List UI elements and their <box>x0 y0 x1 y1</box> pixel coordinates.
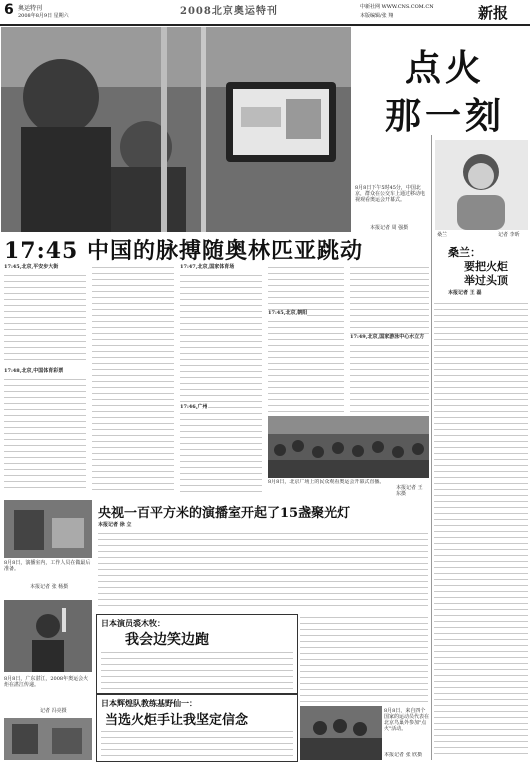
subhead-6: 17:46,广州 <box>180 404 208 410</box>
torch-photo-caption: 8月8日，广东湛江，2008年奥运会火炬在湛江传递。 <box>4 676 89 688</box>
hero-caption: 8月8日下午5时45分，中国北京，群众在公交车上通过移动电视观看奥运会开幕式。 <box>355 185 426 203</box>
crowd-photo-caption: 8月8日，北京广场上的民众观看奥运会开幕式直播。 <box>268 479 385 485</box>
masthead-bar <box>0 0 530 26</box>
box2-headline: 当选火炬手让我坚定信念 <box>105 713 249 728</box>
side-headline-2: 要把火炬 <box>464 260 508 273</box>
sanglan-photo-credit: 记者 李昕 <box>498 232 520 238</box>
banner-title: 2008北京奥运特刊 <box>180 6 278 17</box>
crowd-photo <box>268 416 429 478</box>
side-headline-3: 举过头顶 <box>464 274 508 287</box>
subhead-1: 17:45,北京,平安步大街 <box>4 264 59 270</box>
box1-body-text <box>101 649 293 689</box>
torch-photo-credit: 记者 冯亮摄 <box>40 708 67 714</box>
subhead-2: 17:48,北京,中国体育彩票 <box>4 368 64 374</box>
subhead-3: 17:45,北京,朝阳 <box>268 310 308 316</box>
subhead-5: 17:47,北京,国家体育场 <box>180 264 235 270</box>
lower-body-text <box>300 614 428 704</box>
side-column-rule <box>431 135 432 760</box>
box-japanese-coach <box>96 694 298 762</box>
studio-photo-caption: 8月8日，演播室内，工作人员在做最后准备。 <box>4 560 91 572</box>
box2-kicker: 日本辉煌队教练基野仙一： <box>101 698 197 708</box>
page-number: 6 <box>4 2 14 18</box>
studio-photo-credit: 本报记者 张 杨摄 <box>30 584 69 590</box>
hero-caption-credit: 本报记者 周 强摄 <box>370 225 409 231</box>
website-text: 中新社网 WWW.CNS.COM.CN <box>360 4 434 10</box>
bus-tv-illustration <box>1 27 351 232</box>
athletes-photo-caption: 8月8日，来自四个国家的运动员代表在北京鸟巢外参加"点火"活动。 <box>384 708 430 732</box>
box-japanese-actor <box>96 614 298 694</box>
editor-line: 本版编辑/张 翔 <box>360 13 394 19</box>
torch-photo <box>4 600 92 672</box>
sanglan-portrait <box>435 140 528 230</box>
side-headline-1: 桑兰： <box>448 246 481 259</box>
body-text-col1b <box>4 376 86 492</box>
paper-logo: 新报 <box>478 4 509 22</box>
hero-title-line2: 那一刻 <box>385 95 506 137</box>
box2-body-text <box>101 728 293 758</box>
bottom-left-photo <box>4 718 92 760</box>
hero-title-line1: 点火 <box>405 47 486 89</box>
second-headline: 央视一百平方米的演播室开起了15盏聚光灯 <box>98 506 351 521</box>
side-body-text <box>434 300 528 758</box>
box1-headline: 我会边笑边跑 <box>125 632 209 648</box>
sanglan-photo-label: 桑兰 <box>437 232 448 238</box>
section-label: 奥运特刊 <box>18 5 43 12</box>
body-text-col3 <box>180 272 262 492</box>
main-story-columns <box>4 264 429 497</box>
hero-photo <box>1 27 351 232</box>
subhead-7: 17:49,北京,国家游泳中心水立方 <box>350 334 429 340</box>
athletes-photo-credit: 本报记者 张 欣摄 <box>384 752 423 758</box>
athletes-photo <box>300 706 382 760</box>
second-body-text <box>98 530 428 610</box>
body-text-col4 <box>268 264 344 414</box>
body-text-col2 <box>92 264 174 492</box>
body-text-col1 <box>4 272 86 362</box>
studio-photo <box>4 500 92 558</box>
issue-date: 2008年8月9日 星期六 <box>18 13 69 19</box>
second-byline: 本报记者 徐 立 <box>98 522 132 528</box>
side-byline: 本报记者 王 磊 <box>448 290 482 296</box>
box1-kicker: 日本演员裘木牧： <box>101 618 165 628</box>
crowd-photo-credit: 本报记者 王 东摄 <box>396 485 423 497</box>
main-headline: 17:45 中国的脉搏随奥林匹亚跳动 <box>4 238 364 264</box>
